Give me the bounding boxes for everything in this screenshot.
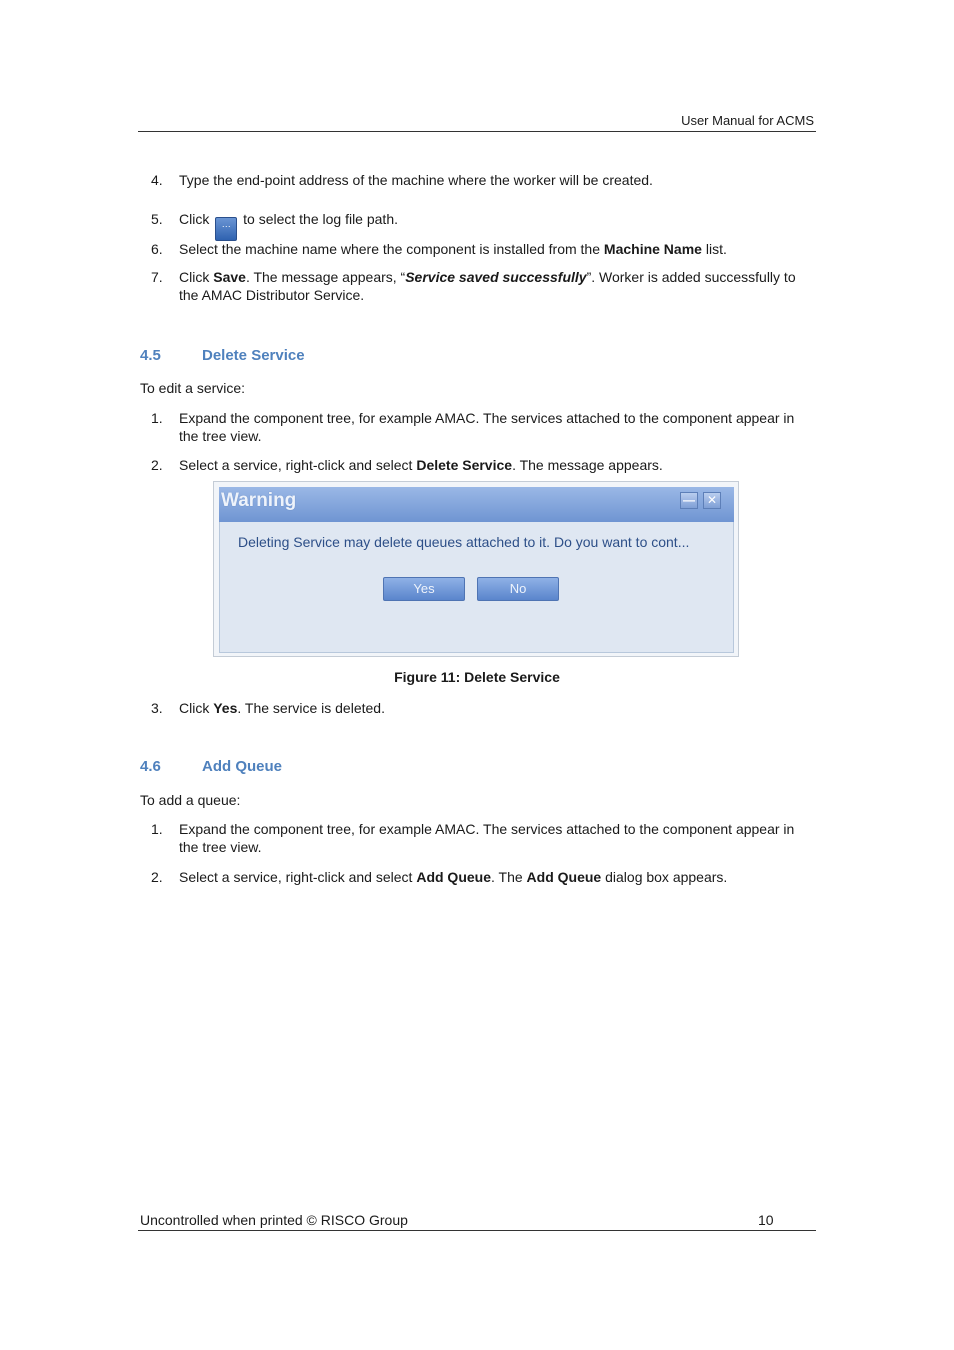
page-number: 10 xyxy=(758,1212,774,1228)
text-run: Click xyxy=(179,269,214,285)
text-run: list. xyxy=(701,241,727,257)
list-number: 1. xyxy=(151,410,163,426)
dialog-title: Warning xyxy=(221,490,297,511)
list-text xyxy=(179,409,816,445)
header-rule xyxy=(138,131,816,132)
emphasis-text: Yes xyxy=(213,700,238,716)
list-text xyxy=(179,868,816,886)
text-run: Select the machine name where the component is installed from the xyxy=(179,241,604,257)
list-number: 4. xyxy=(151,172,163,188)
text-run: to select the log file path. xyxy=(239,211,398,227)
dialog-message: Deleting Service may delete queues attached to it. Do you want to cont... xyxy=(238,534,690,550)
text-run: Expand the component tree, for example AMAC. The services attached to the component appear in the tree view. xyxy=(179,821,795,855)
emphasis-text: Save xyxy=(213,269,246,285)
emphasis-text: Add Queue xyxy=(526,869,602,885)
list-number: 2. xyxy=(151,869,163,885)
section-title: Delete Service xyxy=(202,347,305,364)
text-run: ”. Worker is added successfully to the AMAC Distributor Service. xyxy=(179,269,796,303)
text-run: dialog box appears. xyxy=(601,869,728,885)
no-button[interactable]: No xyxy=(477,577,559,601)
emphasis-text: Delete Service xyxy=(416,457,513,473)
list-text xyxy=(179,210,816,241)
section-intro: To add a queue: xyxy=(140,792,241,808)
emphasis-text: Add Queue xyxy=(416,869,491,885)
emphasis-text: Service saved successfully xyxy=(405,269,587,285)
section-number: 4.5 xyxy=(140,347,161,364)
list-number: 5. xyxy=(151,211,163,227)
list-number: 6. xyxy=(151,241,163,257)
text-run: Click xyxy=(179,700,214,716)
list-number: 2. xyxy=(151,457,163,473)
list-text xyxy=(179,820,816,856)
text-run: Select a service, right-click and select xyxy=(179,869,417,885)
running-header: User Manual for ACMS xyxy=(681,113,814,128)
figure-caption: Figure 11: Delete Service xyxy=(394,669,560,685)
list-text xyxy=(179,268,816,304)
text-run: . The xyxy=(491,869,527,885)
emphasis-text: Machine Name xyxy=(603,241,702,257)
text-run: Type the end-point address of the machine where the worker will be created. xyxy=(179,172,653,188)
list-text xyxy=(179,171,816,189)
list-number: 1. xyxy=(151,821,163,837)
list-number: 3. xyxy=(151,700,163,716)
footer-copyright: Uncontrolled when printed © RISCO Group xyxy=(140,1212,408,1228)
section-number: 4.6 xyxy=(140,758,161,775)
list-text xyxy=(179,456,816,474)
browse-icon: ··· xyxy=(215,217,237,241)
text-run: . The message appears. xyxy=(512,457,663,473)
text-run: Expand the component tree, for example AMAC. The services attached to the component appear in the tree view. xyxy=(179,410,795,444)
footer-rule xyxy=(138,1230,816,1231)
section-title: Add Queue xyxy=(202,758,283,775)
list-text xyxy=(179,699,816,717)
close-icon[interactable]: ✕ xyxy=(703,492,721,509)
minimize-icon[interactable]: — xyxy=(680,492,698,509)
text-run: Click xyxy=(179,211,214,227)
text-run: . The message appears, “ xyxy=(245,269,406,285)
list-number: 7. xyxy=(151,269,163,285)
yes-button[interactable]: Yes xyxy=(383,577,465,601)
list-text xyxy=(179,240,816,258)
section-intro: To edit a service: xyxy=(140,380,246,396)
text-run: Select a service, right-click and select xyxy=(179,457,417,473)
text-run: . The service is deleted. xyxy=(237,700,385,716)
